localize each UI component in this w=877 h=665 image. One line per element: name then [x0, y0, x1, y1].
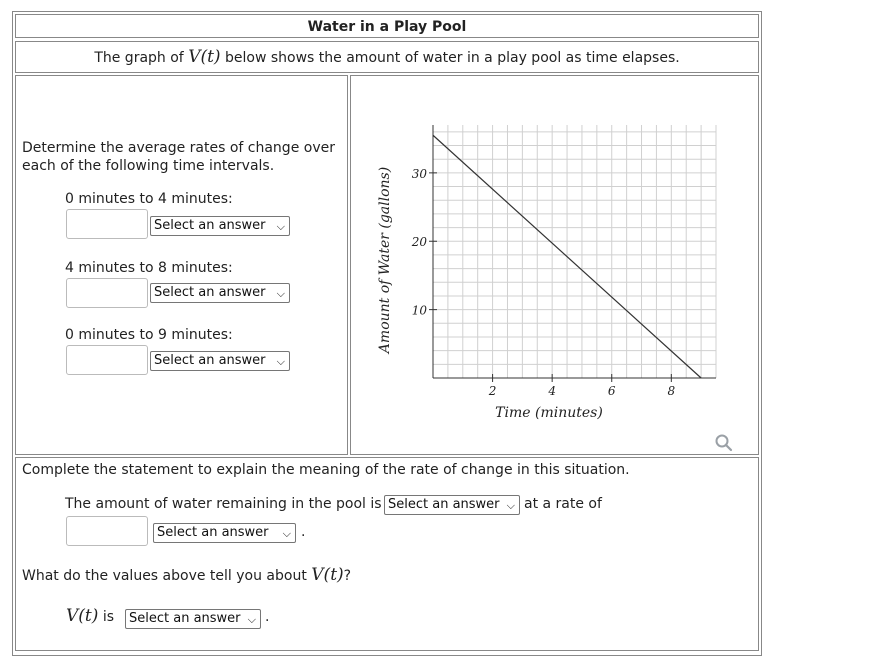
answer-is: is	[102, 609, 115, 625]
chevron-down-icon: ⌵	[282, 527, 291, 540]
statement-prompt: Complete the statement to explain the meaning of the rate of change in this situation.	[22, 462, 630, 478]
sentence-mid: at a rate of	[524, 496, 602, 512]
intro-before: The graph of	[94, 50, 184, 66]
interpretation-panel	[15, 457, 759, 651]
intro-after: below shows the amount of water in a play pool as time elapses.	[225, 50, 680, 66]
rate-value-input[interactable]	[66, 516, 148, 546]
rate-input-3[interactable]	[66, 345, 148, 375]
axes	[433, 125, 716, 378]
answer-row	[66, 606, 114, 626]
select-text: Select an answer	[154, 218, 266, 233]
magnify-icon[interactable]	[714, 433, 734, 453]
select-text: Select an answer	[154, 285, 266, 300]
x-tick-label: 6	[607, 384, 616, 398]
rate-input-1[interactable]	[66, 209, 148, 239]
rate-unit-select-2[interactable]	[150, 283, 290, 303]
chevron-down-icon: ⌵	[276, 287, 285, 300]
rate-unit-select[interactable]	[153, 523, 296, 543]
answer-period: .	[265, 609, 270, 625]
question-after: ?	[343, 568, 352, 584]
rates-panel	[15, 75, 348, 455]
x-axis-label: Time (minutes)	[495, 405, 603, 421]
x-tick-label: 8	[667, 384, 676, 398]
question-before: What do the values above tell you about	[22, 568, 307, 584]
grid	[433, 125, 716, 378]
intro-statement	[15, 41, 759, 73]
sentence-start: The amount of water remaining in the pool is	[65, 496, 382, 512]
instructions-text: Determine the average rates of change over each of the following time intervals.	[22, 140, 335, 174]
rate-unit-select-1[interactable]	[150, 216, 290, 236]
chevron-down-icon: ⌵	[276, 355, 285, 368]
select-text: Select an answer	[388, 497, 500, 512]
interval-label-2: 4 minutes to 8 minutes:	[65, 260, 233, 276]
chevron-down-icon: ⌵	[276, 220, 285, 233]
interval-label-3: 0 minutes to 9 minutes:	[65, 327, 233, 343]
rate-unit-select-3[interactable]	[150, 351, 290, 371]
x-tick-label: 4	[548, 384, 556, 398]
select-text: Select an answer	[154, 353, 266, 368]
problem-title: Water in a Play Pool	[15, 14, 759, 38]
answer-function: V(t)	[66, 606, 99, 626]
intro-function: V(t)	[188, 47, 221, 67]
y-tick-label: 30	[411, 166, 427, 181]
direction-select[interactable]	[384, 495, 520, 515]
select-text: Select an answer	[157, 525, 269, 540]
question-function: V(t)	[311, 565, 344, 585]
chevron-down-icon: ⌵	[506, 499, 515, 512]
y-axis-label: Amount of Water (gallons)	[377, 166, 393, 354]
y-tick-label: 10	[411, 303, 427, 318]
x-tick-label: 2	[488, 384, 497, 398]
y-tick-label: 20	[411, 235, 427, 250]
select-text: Select an answer	[129, 611, 241, 626]
chevron-down-icon: ⌵	[247, 613, 256, 626]
rate-input-2[interactable]	[66, 278, 148, 308]
water-graph	[350, 75, 759, 455]
question-text	[22, 565, 351, 585]
function-type-select[interactable]	[125, 609, 261, 629]
sentence-period: .	[301, 524, 306, 540]
interval-label-1: 0 minutes to 4 minutes:	[65, 191, 233, 207]
